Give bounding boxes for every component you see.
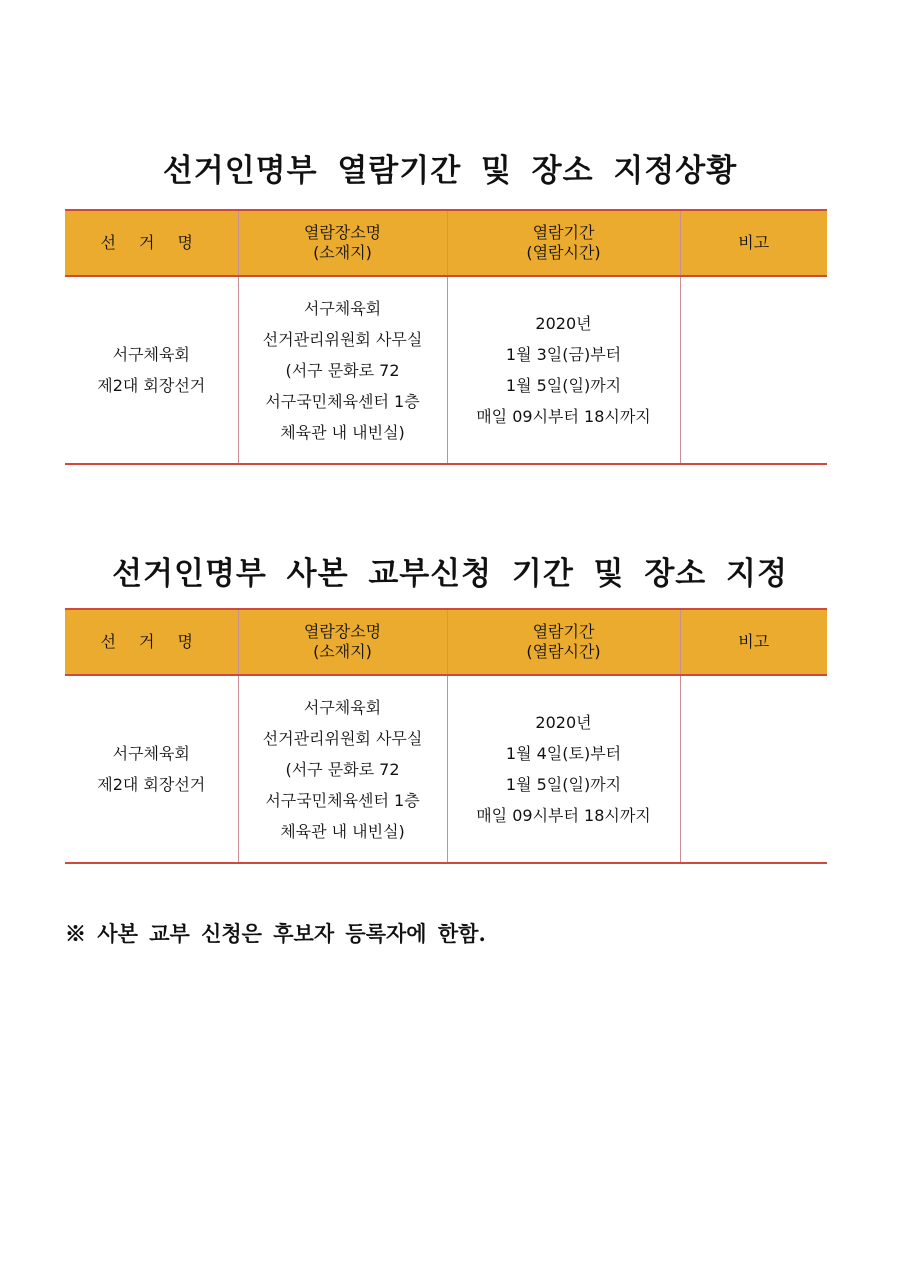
- header-note: 비고: [680, 210, 827, 276]
- header-note: 비고: [680, 609, 827, 675]
- header-place: 열람장소명 (소재지): [238, 210, 447, 276]
- inspection-schedule-table: [65, 209, 827, 465]
- copy-request-schedule-table: [65, 608, 827, 864]
- cell-place: 서구체육회 선거관리위원회 사무실 (서구 문화로 72 서구국민체육센터 1층 체육관 내 내빈실): [238, 675, 447, 863]
- cell-note: [680, 276, 827, 464]
- header-place: 열람장소명 (소재지): [238, 609, 447, 675]
- header-period: 열람기간 (열람시간): [447, 609, 680, 675]
- cell-place: 서구체육회 선거관리위원회 사무실 (서구 문화로 72 서구국민체육센터 1층 체육관 내 내빈실): [238, 276, 447, 464]
- cell-election-name: 서구체육회 제2대 회장선거: [65, 675, 238, 863]
- section-title-inspection: 선거인명부 열람기간 및 장소 지정상황: [162, 153, 738, 189]
- cell-period: 2020년 1월 3일(금)부터 1월 5일(일)까지 매일 09시부터 18시까지: [447, 276, 680, 464]
- cell-election-name: 서구체육회 제2대 회장선거: [65, 276, 238, 464]
- section-title-copy-request: 선거인명부 사본 교부신청 기간 및 장소 지정: [112, 556, 788, 592]
- header-period: 열람기간 (열람시간): [447, 210, 680, 276]
- header-election-name: 선 거 명: [65, 609, 238, 675]
- table-header-row: [65, 210, 827, 276]
- table-header-row: [65, 609, 827, 675]
- table-row: [65, 276, 827, 464]
- cell-note: [680, 675, 827, 863]
- table-row: [65, 675, 827, 863]
- cell-period: 2020년 1월 4일(토)부터 1월 5일(일)까지 매일 09시부터 18시까지: [447, 675, 680, 863]
- header-election-name: 선 거 명: [65, 210, 238, 276]
- footnote: ※ 사본 교부 신청은 후보자 등록자에 한함.: [65, 921, 486, 946]
